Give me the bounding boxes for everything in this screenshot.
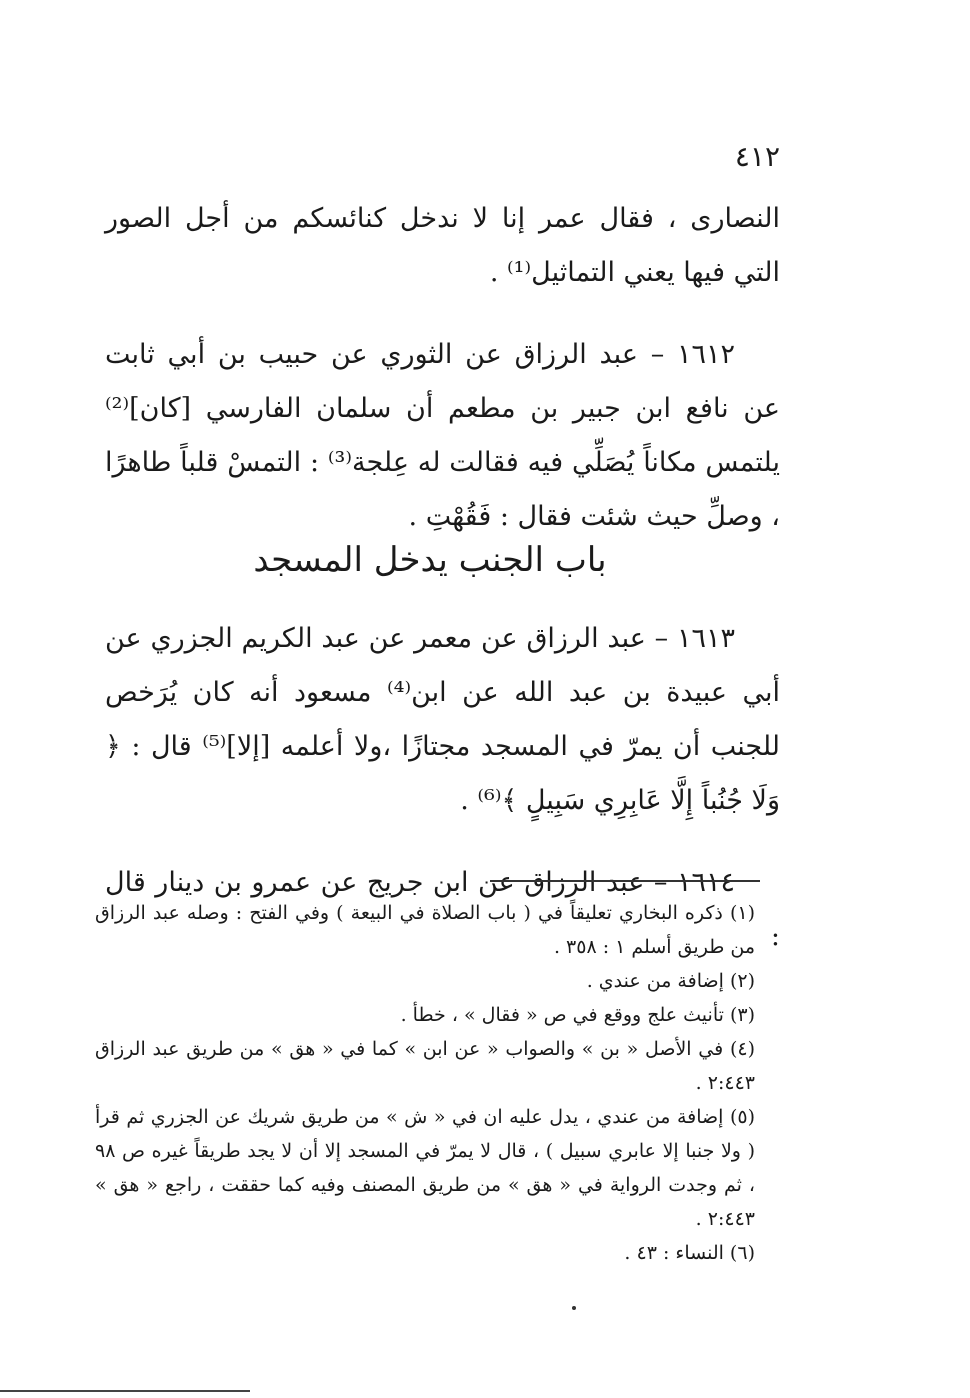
scan-edge-line bbox=[0, 1390, 250, 1392]
footnotes-block bbox=[95, 896, 755, 1270]
footnote: (١) ذكره البخاري تعليقاً في ( باب الصلاة في البيعة ) وفي الفتح : وصله عبد الرزاق من طريق أسلم ١ : ٣٥٨ . bbox=[95, 902, 755, 958]
footnote: (٤) في الأصل « بن » والصواب « عن ابن » كما في « هق » من طريق عبد الرزاق ٢:٤٤٣ . bbox=[95, 1038, 755, 1094]
footnote: (٣) تأنيث علج ووقع في ص « فقال » ، خطأ . bbox=[400, 1004, 755, 1026]
ink-speck bbox=[572, 1306, 576, 1310]
hadith-paragraph-1614: ١٦١٤ – عبد الرزاق عن ابن جريج عن عمرو بن دينار قال : bbox=[105, 867, 780, 952]
page-number: ٤١٢ bbox=[734, 140, 780, 173]
footnote-separator bbox=[490, 880, 760, 882]
footnote: (٦) النساء : ٤٣ . bbox=[624, 1242, 755, 1264]
paragraph: النصارى ، فقال عمر إنا لا ندخل كنائسكم من أجل الصور التي فيها يعني التماثيل⁽¹⁾ . bbox=[105, 203, 780, 288]
footnote: (٢) إضافة من عندي . bbox=[586, 970, 755, 992]
chapter-title: باب الجنب يدخل المسجد bbox=[253, 540, 607, 580]
hadith-paragraph-1613: ١٦١٣ – عبد الرزاق عن معمر عن عبد الكريم الجزري عن أبي عبيدة بن عبد الله عن ابن⁽⁴⁾ مسعود أنه كان يُرَخص للجنب أن يمرّ في المسجد مجتازًا ،ولا أعلمه [إلا]⁽⁵⁾ قال : ﴿ وَلَا جُنُباً إِلَّا عَابِرِي سَبِيلٍ ﴾⁽⁶⁾ . bbox=[105, 623, 780, 816]
hadith-paragraph-1612: ١٦١٢ – عبد الرزاق عن الثوري عن حبيب بن أبي ثابت عن نافع ابن جبير بن مطعم أن سلمان الفارسي [كان]⁽²⁾ يلتمس مكاناً يُصَلِّي فيه فقالت له عِلجة⁽³⁾ : التمسْ قلباً طاهرًا ، وصلِّ حيث شئت فقال : فَقُهْتِ . bbox=[105, 339, 780, 532]
main-text-block bbox=[105, 192, 780, 572]
footnote: (٥) إضافة من عندي ، يدل عليه ان في « ش » من طريق شريك عن الجزري ثم قرأ ( ولا جنبا إلا عابري سبيل ) ، قال لا يمرّ في المسجد إلا أن لا يجد طريقاً غيره ص ٩٨ ، ثم وجدت الرواية في « هق » من طريق المصنف وفيه كما حققت ، راجع « هق » ٢:٤٤٣ . bbox=[95, 1106, 755, 1230]
